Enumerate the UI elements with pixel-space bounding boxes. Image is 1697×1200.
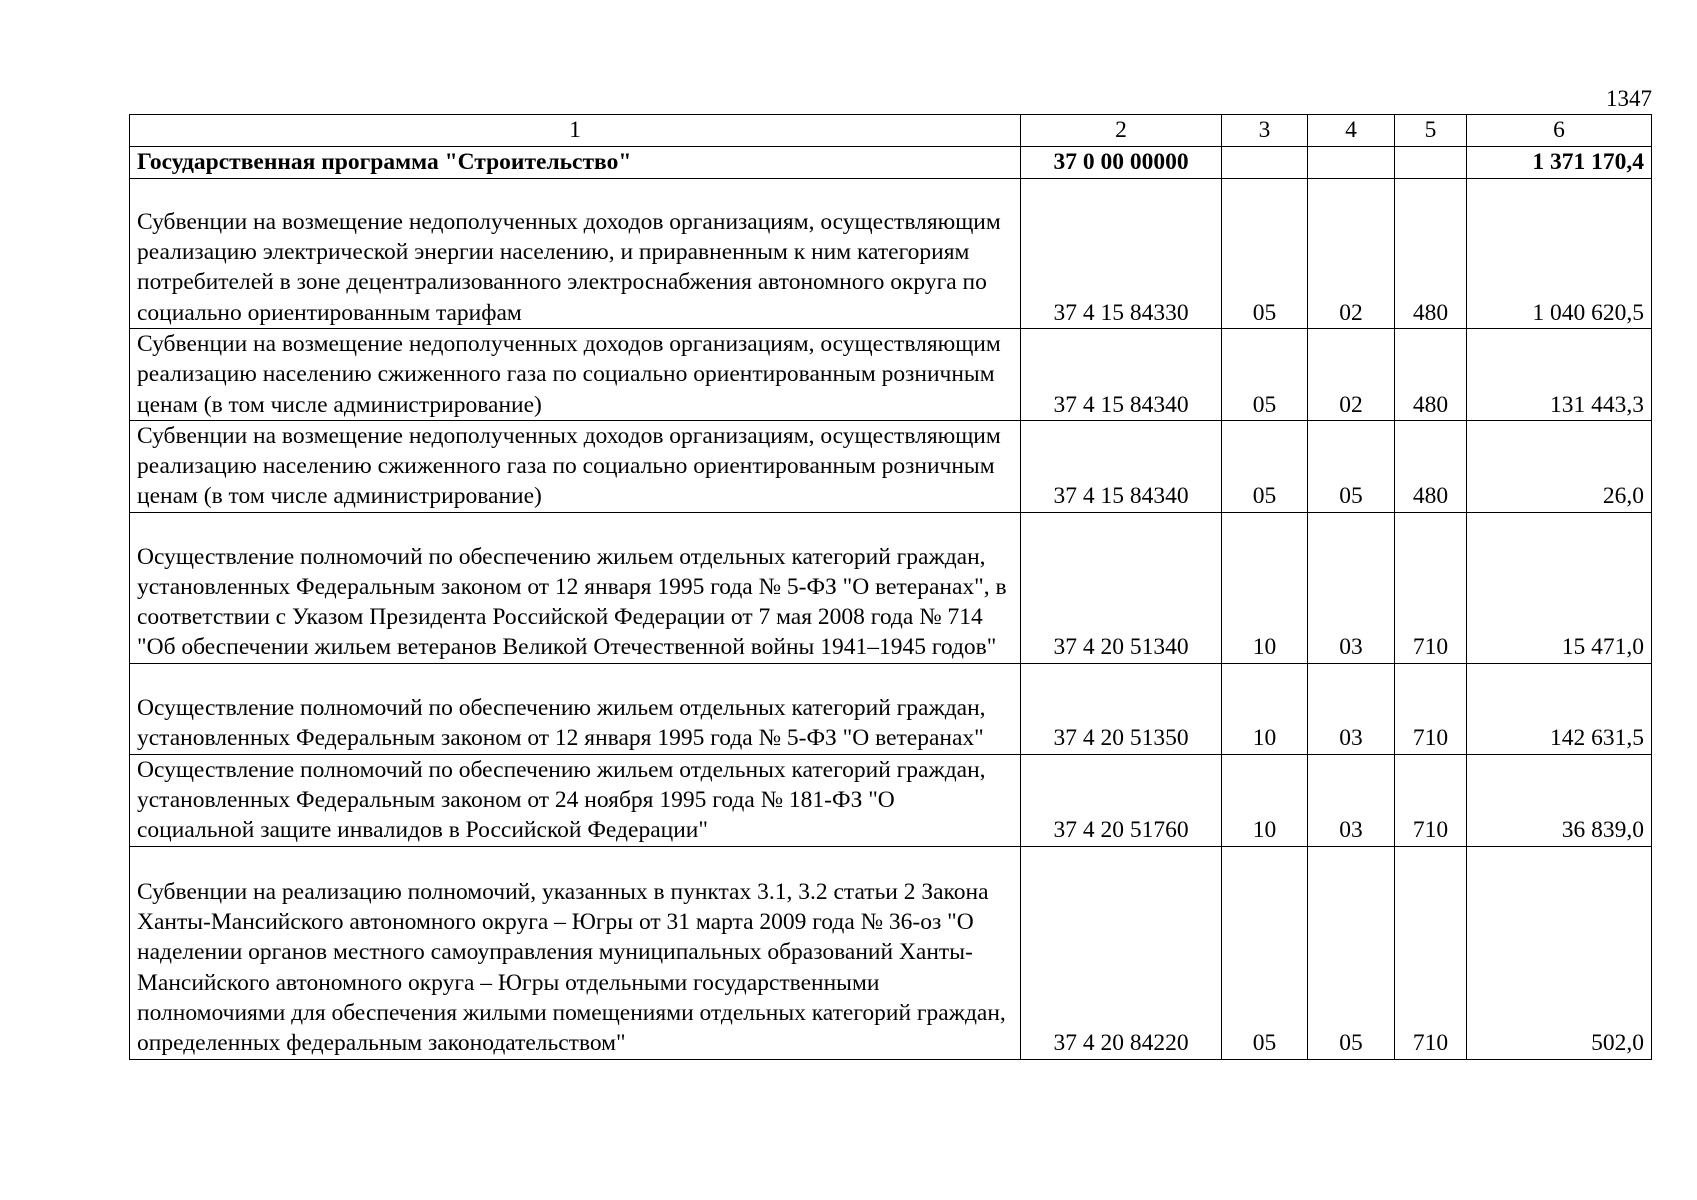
row-expense-type: 710 — [1395, 512, 1467, 663]
row-amount: 15 471,0 — [1467, 512, 1652, 663]
table-row — [130, 846, 1652, 1059]
row-expense-type: 480 — [1395, 420, 1467, 512]
program-amount: 1 371 170,4 — [1467, 147, 1652, 179]
table-row — [130, 329, 1652, 421]
table-row — [130, 663, 1652, 754]
program-name: Государственная программа "Строительство" — [130, 147, 1021, 179]
row-amount: 142 631,5 — [1467, 663, 1652, 754]
header-cell-3: 3 — [1222, 115, 1308, 147]
row-code: 37 4 20 51760 — [1021, 754, 1222, 846]
header-cell-5: 5 — [1395, 115, 1467, 147]
row-subsection: 03 — [1308, 512, 1395, 663]
row-subsection: 05 — [1308, 420, 1395, 512]
program-subsection — [1308, 147, 1395, 179]
row-amount: 36 839,0 — [1467, 754, 1652, 846]
row-amount: 502,0 — [1467, 846, 1652, 1059]
row-code: 37 4 15 84340 — [1021, 329, 1222, 421]
program-section — [1222, 147, 1308, 179]
row-section: 05 — [1222, 179, 1308, 329]
row-name: Субвенции на возмещение недополученных доходов организациям, осуществляющим реализацию электрической энергии населению, и приравненным к ним категориям потребителей в зоне децентрализованного электроснабжения автономного округа по социально ориентированным тарифам — [130, 179, 1021, 329]
row-section: 05 — [1222, 846, 1308, 1059]
row-subsection: 03 — [1308, 754, 1395, 846]
row-section: 05 — [1222, 329, 1308, 421]
row-name: Осуществление полномочий по обеспечению жильем отдельных категорий граждан, установленных Федеральным законом от 12 января 1995 года № 5-ФЗ "О ветеранах", в соответствии с Указом Президента Российской Федерации от 7 мая 2008 года № 714 "Об обеспечении жильем ветеранов Великой Отечественной войны 1941–1945 годов" — [130, 512, 1021, 663]
row-amount: 1 040 620,5 — [1467, 179, 1652, 329]
row-name: Субвенции на реализацию полномочий, указанных в пунктах 3.1, 3.2 статьи 2 Закона Ханты-Мансийского автономного округа – Югры от 31 марта 2009 года № 36-оз "О наделении органов местного самоуправления муниципальных образований Ханты-Мансийского автономного округа – Югры отдельными государственными полномочиями для обеспечения жилыми помещениями отдельных категорий граждан, определенных федеральным законодательством" — [130, 846, 1021, 1059]
row-code: 37 4 20 51340 — [1021, 512, 1222, 663]
row-code: 37 4 15 84330 — [1021, 179, 1222, 329]
header-cell-1: 1 — [130, 115, 1021, 147]
row-expense-type: 710 — [1395, 754, 1467, 846]
row-code: 37 4 15 84340 — [1021, 420, 1222, 512]
row-expense-type: 710 — [1395, 663, 1467, 754]
row-subsection: 02 — [1308, 329, 1395, 421]
header-cell-6: 6 — [1467, 115, 1652, 147]
row-expense-type: 710 — [1395, 846, 1467, 1059]
row-name: Субвенции на возмещение недополученных доходов организациям, осуществляющим реализацию населению сжиженного газа по социально ориентированным розничным ценам (в том числе администрирование) — [130, 420, 1021, 512]
table-row — [130, 179, 1652, 329]
row-section: 10 — [1222, 663, 1308, 754]
row-name: Осуществление полномочий по обеспечению жильем отдельных категорий граждан, установленных Федеральным законом от 24 ноября 1995 года № 181-ФЗ "О социальной защите инвалидов в Российской Федерации" — [130, 754, 1021, 846]
page-number: 1347 — [1606, 86, 1652, 111]
row-section: 10 — [1222, 512, 1308, 663]
row-expense-type: 480 — [1395, 329, 1467, 421]
row-subsection: 02 — [1308, 179, 1395, 329]
row-section: 10 — [1222, 754, 1308, 846]
program-code: 37 0 00 00000 — [1021, 147, 1222, 179]
budget-table — [129, 114, 1652, 1060]
row-expense-type: 480 — [1395, 179, 1467, 329]
table-row — [130, 754, 1652, 846]
row-amount: 26,0 — [1467, 420, 1652, 512]
row-subsection: 05 — [1308, 846, 1395, 1059]
row-name: Осуществление полномочий по обеспечению жильем отдельных категорий граждан, установленных Федеральным законом от 12 января 1995 года № 5-ФЗ "О ветеранах" — [130, 663, 1021, 754]
header-cell-4: 4 — [1308, 115, 1395, 147]
program-expense-type — [1395, 147, 1467, 179]
row-code: 37 4 20 84220 — [1021, 846, 1222, 1059]
table-row — [130, 512, 1652, 663]
row-subsection: 03 — [1308, 663, 1395, 754]
row-amount: 131 443,3 — [1467, 329, 1652, 421]
row-section: 05 — [1222, 420, 1308, 512]
table-row — [130, 420, 1652, 512]
program-total-row — [130, 147, 1652, 179]
row-code: 37 4 20 51350 — [1021, 663, 1222, 754]
header-row — [130, 115, 1652, 147]
row-name: Субвенции на возмещение недополученных доходов организациям, осуществляющим реализацию населению сжиженного газа по социально ориентированным розничным ценам (в том числе администрирование) — [130, 329, 1021, 421]
header-cell-2: 2 — [1021, 115, 1222, 147]
